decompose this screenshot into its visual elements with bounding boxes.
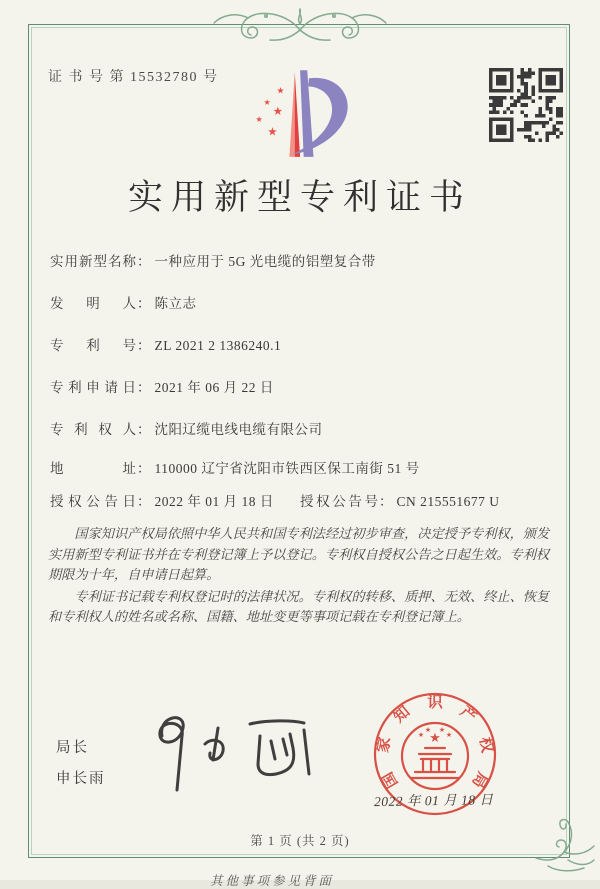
svg-text:★: ★ <box>267 124 278 139</box>
svg-text:家: 家 <box>374 735 394 755</box>
legal-text-block <box>48 524 554 629</box>
field-label: 专利权人 <box>50 422 136 437</box>
field-label: 授权公告号 <box>300 494 378 509</box>
director-signature-script-icon <box>132 702 327 802</box>
signer-block <box>56 733 106 795</box>
legal-paragraph: 国家知识产权局依照中华人民共和国专利法经过初步审查，决定授予专利权，颁发实用新型专利证书并在专利登记簿上予以登记。专利权自授权公告之日起生效。专利权期限为十年，自申请日起算。 <box>48 526 550 582</box>
overleaf-note: 其他事项参见背面 <box>210 874 335 888</box>
field-label: 授权公告日 <box>50 494 136 509</box>
colon: ： <box>379 494 393 509</box>
svg-text:★: ★ <box>417 731 425 739</box>
signer-title: 局长 <box>56 740 89 756</box>
field-value: 110000 辽宁省沈阳市铁西区保工南街 51 号 <box>154 461 420 476</box>
field-row-address <box>50 457 564 477</box>
colon: ： <box>137 461 151 476</box>
svg-text:★: ★ <box>263 98 271 108</box>
colon: ： <box>137 422 151 437</box>
colon: ： <box>137 380 151 395</box>
field-row-grant <box>50 490 564 510</box>
grant-number-pair <box>300 490 500 510</box>
legal-paragraph: 专利证书记载专利权登记时的法律状况。专利权的转移、质押、无效、终止、恢复和专利权人的姓名或名称、国籍、地址变更等事项记载在专利登记簿上。 <box>48 588 550 624</box>
certificate-title: 实用新型专利证书 <box>127 178 472 217</box>
field-label: 发明人 <box>50 296 136 311</box>
field-label: 地址 <box>50 461 136 476</box>
cnipa-logo-icon <box>243 64 359 164</box>
svg-text:★: ★ <box>438 726 446 734</box>
svg-text:知: 知 <box>390 703 414 727</box>
field-row-name <box>50 250 564 270</box>
colon: ： <box>137 494 151 509</box>
field-value: 沈阳辽缆电线电缆有限公司 <box>154 422 323 437</box>
svg-text:★: ★ <box>424 726 432 734</box>
colon: ： <box>137 254 151 269</box>
seal-date: 2022 年 01 月 18 日 <box>373 792 494 810</box>
qr-code-icon <box>489 68 563 142</box>
field-value: 2021 年 06 月 22 日 <box>154 380 274 395</box>
top-center-flourish-icon <box>212 6 388 52</box>
svg-text:★: ★ <box>429 731 441 746</box>
colon: ： <box>137 296 151 311</box>
field-label: 实用新型名称 <box>50 254 136 269</box>
field-row-patent-no <box>50 334 564 354</box>
field-value: 陈立志 <box>154 296 197 311</box>
field-row-filing-date <box>50 376 564 396</box>
svg-text:局: 局 <box>468 768 491 791</box>
field-value: 2022 年 01 月 18 日 <box>154 494 274 509</box>
svg-text:国: 国 <box>379 768 402 791</box>
field-row-inventor <box>50 292 564 312</box>
svg-text:识: 识 <box>427 694 443 711</box>
svg-text:★: ★ <box>272 103 284 118</box>
field-value: ZL 2021 2 1386240.1 <box>154 338 282 353</box>
svg-text:权: 权 <box>476 735 496 755</box>
certificate-number: 证 书 号 第 15532780 号 <box>48 70 219 85</box>
page-number: 第 1 页 (共 2 页) <box>250 834 350 848</box>
svg-text:★: ★ <box>276 86 285 97</box>
colon: ： <box>137 338 151 353</box>
svg-text:★: ★ <box>255 115 263 125</box>
svg-text:产: 产 <box>456 703 480 727</box>
field-row-patentee <box>50 418 564 438</box>
field-value: CN 215551677 U <box>396 494 500 509</box>
field-value: 一种应用于 5G 光电缆的铝塑复合带 <box>154 254 376 269</box>
field-label: 专利申请日 <box>50 380 136 395</box>
signer-name: 申长雨 <box>56 771 106 787</box>
svg-text:★: ★ <box>445 731 453 739</box>
field-label: 专利号 <box>50 338 136 353</box>
